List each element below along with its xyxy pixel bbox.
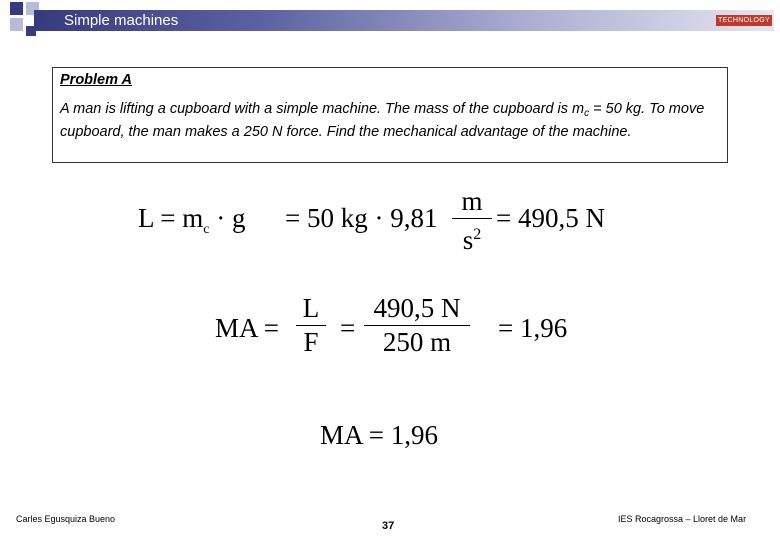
subject-badge: TECHNOLOGY [717,17,770,24]
problem-text-part: = 50 kg. To move cupboard, the man makes a 250 N force. Find the mechanical advantage of the machine. [60,101,705,140]
eq1-lhs-sub: c [203,222,210,237]
eq1-frac-den [452,219,492,256]
footer-author: Carles Egusquiza Bueno [16,514,116,524]
decor-square [10,18,23,31]
problem-heading: Problem A [60,72,132,88]
problem-text [60,100,720,142]
eq2-fraction-1 [296,293,326,358]
problem-text-part: A man is lifting a cupboard with a simple machine. The mass of the cupboard is m [60,101,585,117]
decor-square [10,2,23,15]
eq1-mid: = 50 kg · 9,81 [285,203,438,233]
problem-text-subscript: c [584,108,590,119]
eq2-lhs: MA = [215,313,279,343]
eq2-frac2-den: 250 m [382,327,452,357]
slide-header [0,0,780,40]
eq2-frac1-den: F [303,327,319,357]
footer-school: IES Rocagrossa – Lloret de Mar [618,514,747,524]
problem-box [52,67,728,163]
eq1-frac-num: m [452,186,492,219]
eq1-frac-den-base: s [462,225,474,255]
eq2-frac1-num: L [296,293,326,326]
equation-load [138,203,245,238]
eq1-frac-den-sup: 2 [473,226,482,243]
eq2-equals: = [340,313,356,343]
eq1-lhs-rest: · g [209,203,246,233]
eq3-final: MA = 1,96 [320,420,438,450]
eq2-frac2-num: 490,5 N [364,293,470,326]
eq1-lhs: L = m [138,203,204,233]
eq1-fraction [452,186,492,256]
page-number: 37 [382,520,395,532]
eq2-fraction-2 [364,293,470,358]
slide-title: Simple machines [64,12,179,29]
eq1-result: = 490,5 N [496,203,605,233]
eq2-result: = 1,96 [498,313,568,343]
